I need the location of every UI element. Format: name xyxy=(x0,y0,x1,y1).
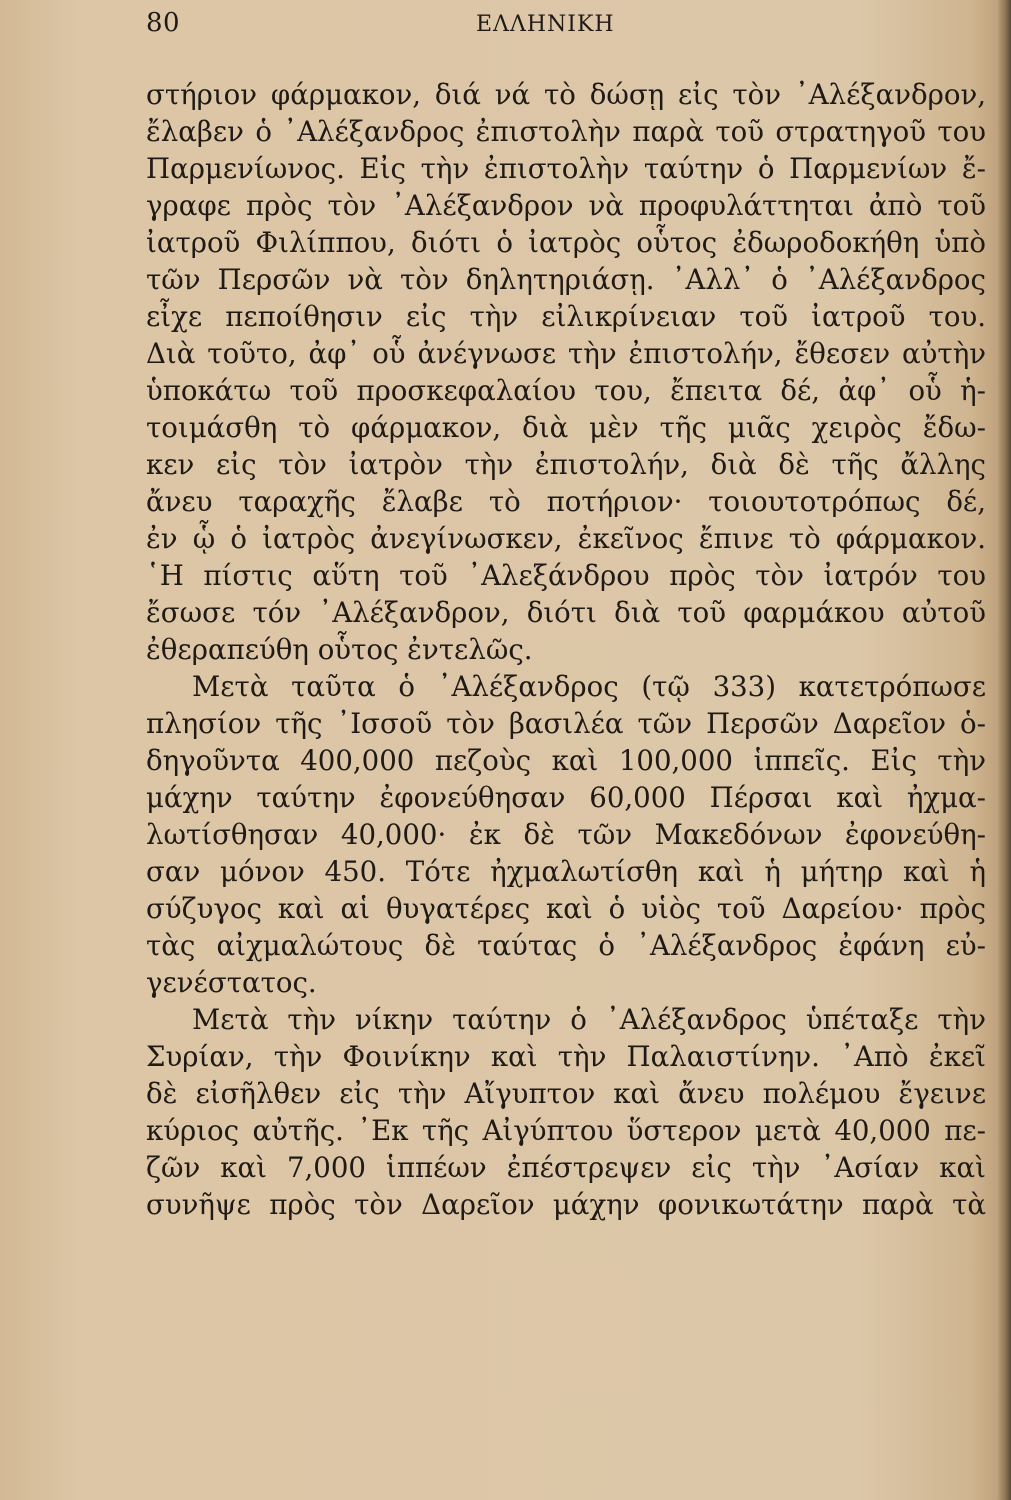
text-line: γραφε πρὸς τὸν ᾿Αλέξανδρον νὰ προφυλάττηται ἀπὸ τοῦ xyxy=(146,189,986,222)
text-line: σύζυγος καὶ αἱ θυγατέρες καὶ ὁ υἱὸς τοῦ Δαρείου· πρὸς xyxy=(146,892,986,925)
text-line: ῾Η πίστις αὕτη τοῦ ᾿Αλεξάνδρου πρὸς τὸν ἰατρόν του xyxy=(146,559,986,592)
text-line: Διὰ τοῦτο, ἀφ᾿ οὗ ἀνέγνωσε τὴν ἐπιστολήν, ἔθεσεν αὐτὴν xyxy=(146,337,986,370)
text-line: ἐθεραπεύθη οὗτος ἐντελῶς. xyxy=(146,633,533,666)
text-line: τοιμάσθη τὸ φάρμακον, διὰ μὲν τῆς μιᾶς χειρὸς ἔδω- xyxy=(146,411,986,444)
text-line: λωτίσθησαν 40,000· ἐκ δὲ τῶν Μακεδόνων ἐφονεύθη- xyxy=(146,818,986,851)
page-edge-shadow xyxy=(997,0,1011,1500)
text-line: Μετὰ ταῦτα ὁ ᾿Αλέξανδρος (τῷ 333) κατετρόπωσε xyxy=(192,670,986,703)
text-line: ὑποκάτω τοῦ προσκεφαλαίου του, ἔπειτα δέ, ἀφ᾿ οὗ ἡ- xyxy=(146,374,986,407)
text-line: γενέστατος. xyxy=(146,966,317,999)
text-line: ἐν ᾧ ὁ ἰατρὸς ἀνεγίνωσκεν, ἐκεῖνος ἔπινε τὸ φάρμακον. xyxy=(146,522,986,555)
text-line: εἶχε πεποίθησιν εἰς τὴν εἰλικρίνειαν τοῦ ἰατροῦ του. xyxy=(146,300,986,333)
text-line: κεν εἰς τὸν ἰατρὸν τὴν ἐπιστολήν, διὰ δὲ τῆς ἄλλης xyxy=(146,448,986,481)
body-text xyxy=(146,76,986,1223)
text-line: Μετὰ τὴν νίκην ταύτην ὁ ᾿Αλέξανδρος ὑπέταξε τὴν xyxy=(192,1003,986,1036)
text-line: δηγοῦντα 400,000 πεζοὺς καὶ 100,000 ἱππεῖς. Εἰς τὴν xyxy=(146,744,986,777)
text-line: ἔσωσε τόν ᾿Αλέξανδρον, διότι διὰ τοῦ φαρμάκου αὐτοῦ xyxy=(146,596,986,629)
text-line: ἄνευ ταραχῆς ἔλαβε τὸ ποτήριον· τοιουτοτρόπως δέ, xyxy=(146,485,986,518)
text-line: συνῆψε πρὸς τὸν Δαρεῖον μάχην φονικωτάτην παρὰ τὰ xyxy=(146,1188,986,1221)
text-line: Παρμενίωνος. Εἰς τὴν ἐπιστολὴν ταύτην ὁ Παρμενίων ἔ- xyxy=(146,152,986,185)
running-title: ΕΛΛΗΝΙΚΗ xyxy=(476,12,615,37)
text-line: σαν μόνον 450. Τότε ἠχμαλωτίσθη καὶ ἡ μήτηρ καὶ ἡ xyxy=(146,855,986,888)
text-line: Συρίαν, τὴν Φοινίκην καὶ τὴν Παλαιστίνην. ᾿Απὸ ἐκεῖ xyxy=(146,1040,986,1073)
text-line: τὰς αἰχμαλώτους δὲ ταύτας ὁ ᾿Αλέξανδρος ἐφάνη εὐ- xyxy=(146,929,986,962)
text-line: στήριον φάρμακον, διά νά τὸ δώσῃ εἰς τὸν ᾿Αλέξανδρον, xyxy=(146,78,986,111)
text-line: ἰατροῦ Φιλίππου, διότι ὁ ἰατρὸς οὗτος ἐδωροδοκήθη ὑπὸ xyxy=(146,226,986,259)
page-number: 80 xyxy=(146,8,181,38)
text-line: πλησίον τῆς ᾿Ισσοῦ τὸν βασιλέα τῶν Περσῶν Δαρεῖον ὁ- xyxy=(146,707,986,740)
text-line: ἔλαβεν ὁ ᾿Αλέξανδρος ἐπιστολὴν παρὰ τοῦ στρατηγοῦ του xyxy=(146,115,986,148)
text-line: δὲ εἰσῆλθεν εἰς τὴν Αἴγυπτον καὶ ἄνευ πολέμου ἔγεινε xyxy=(146,1077,986,1110)
text-line: μάχην ταύτην ἐφονεύθησαν 60,000 Πέρσαι καὶ ἠχμα- xyxy=(146,781,986,814)
text-line: κύριος αὐτῆς. ᾿Εκ τῆς Αἰγύπτου ὕστερον μετὰ 40,000 πε- xyxy=(146,1114,986,1147)
page-header xyxy=(146,8,990,48)
text-line: τῶν Περσῶν νὰ τὸν δηλητηριάσῃ. ᾿Αλλ᾿ ὁ ᾿Αλέξανδρος xyxy=(146,263,986,296)
text-line: ζῶν καὶ 7,000 ἱππέων ἐπέστρεψεν εἰς τὴν ᾿Ασίαν καὶ xyxy=(146,1151,986,1184)
